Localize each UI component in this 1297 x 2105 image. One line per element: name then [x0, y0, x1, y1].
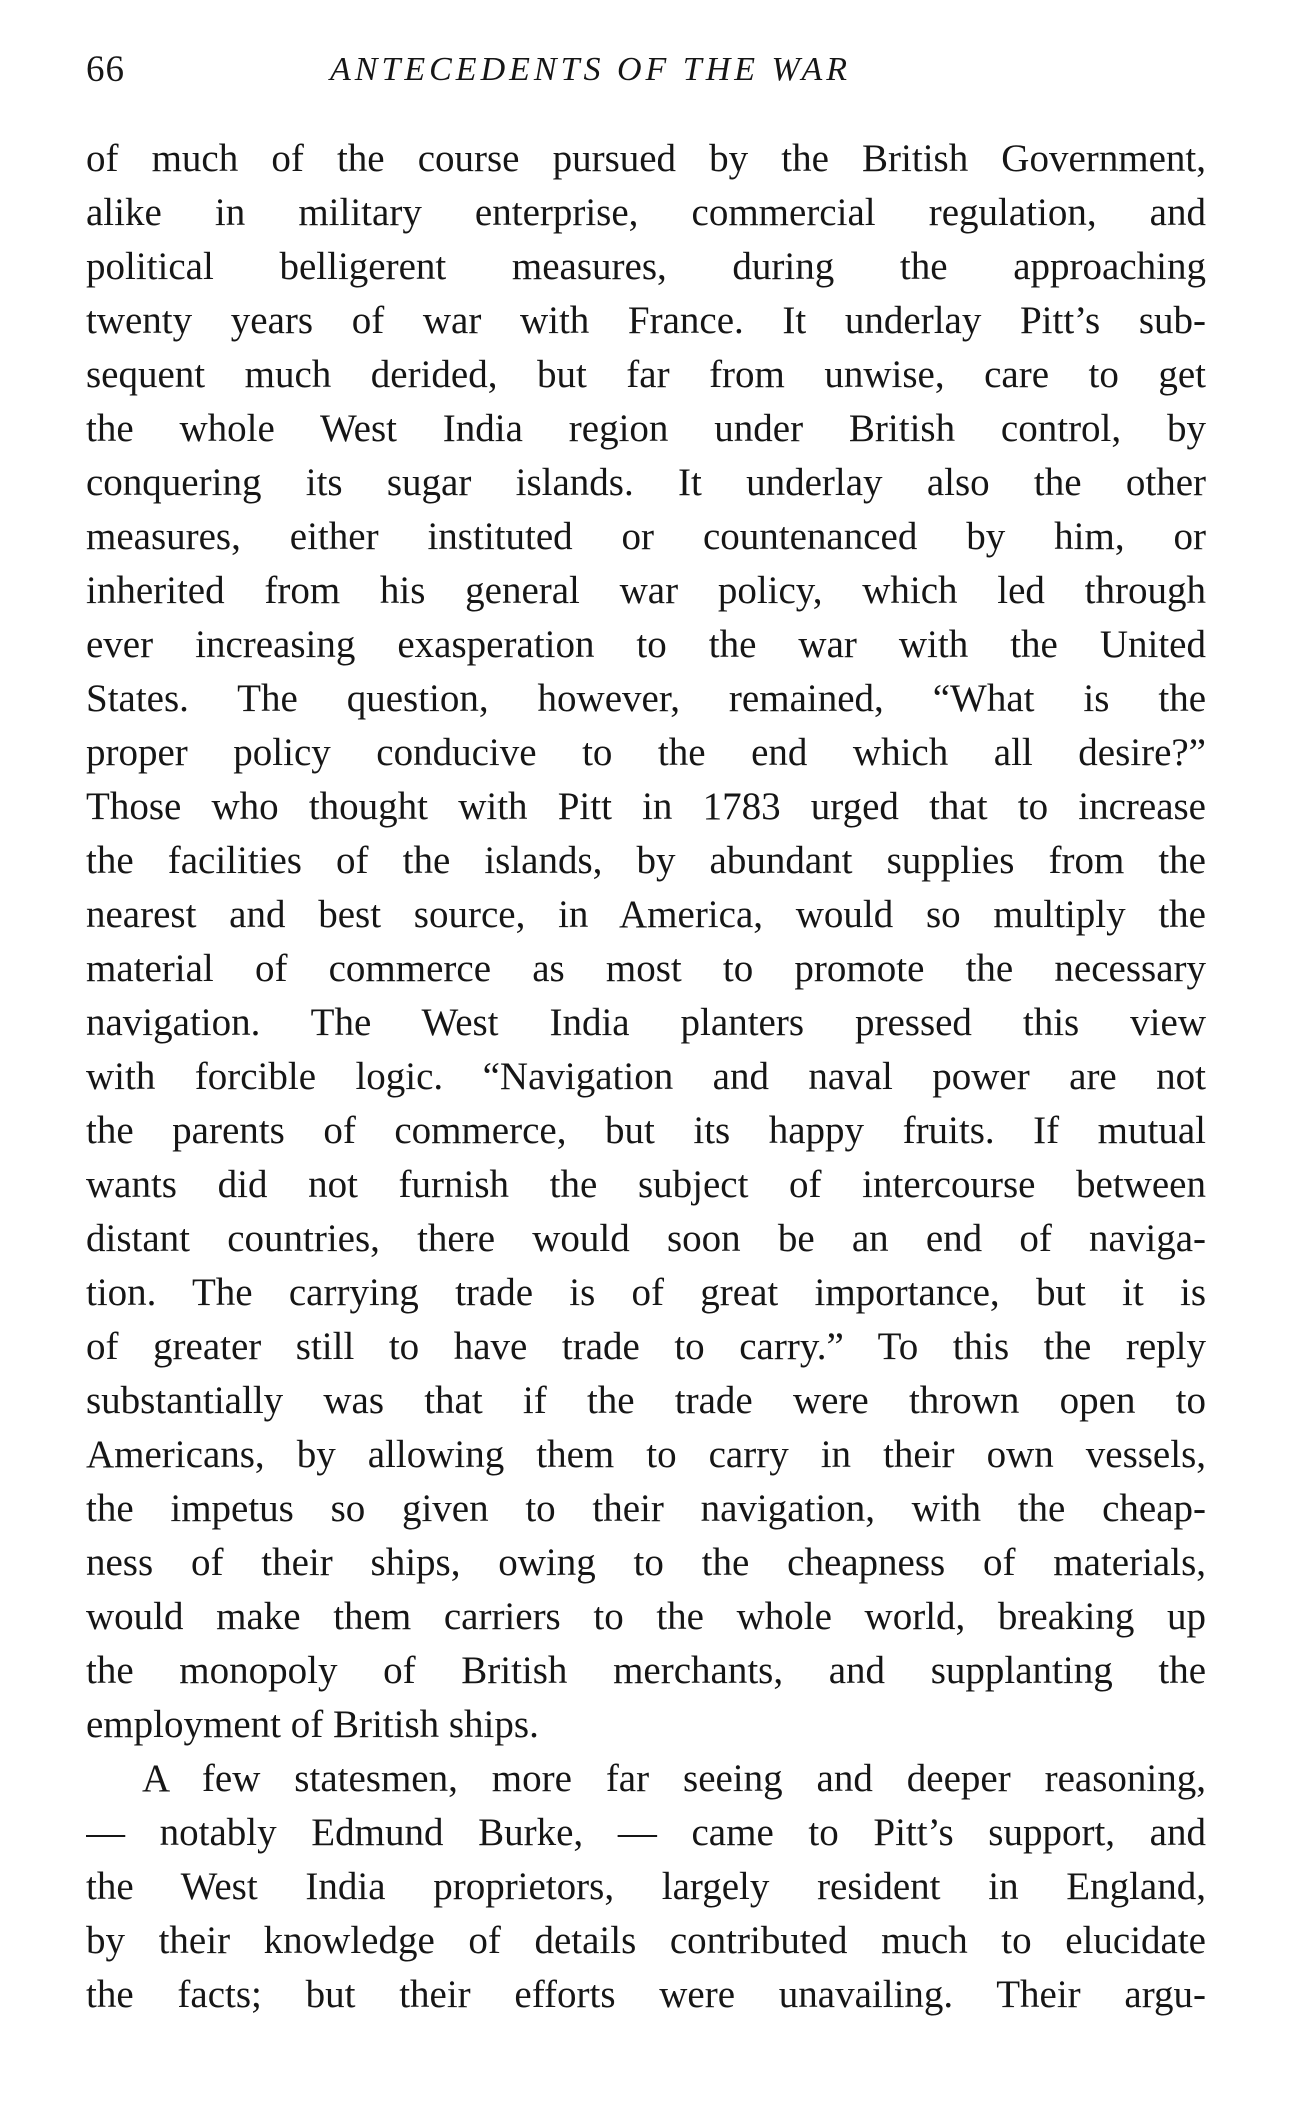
text-line: — notably Edmund Burke, — came to Pitt’s support, and [86, 1811, 1206, 1854]
text-line: the parents of commerce, but its happy fruits. If mutual [86, 1109, 1206, 1152]
text-line: of greater still to have trade to carry.” To this the reply [86, 1325, 1206, 1368]
text-line: conquering its sugar islands. It underlay also the other [86, 461, 1206, 504]
text-line: the impetus so given to their navigation, with the cheap- [86, 1487, 1206, 1530]
text-line: States. The question, however, remained, “What is the [86, 677, 1206, 720]
text-line: the West India proprietors, largely resident in England, [86, 1865, 1206, 1908]
text-line: tion. The carrying trade is of great importance, but it is [86, 1271, 1206, 1314]
page-number: 66 [86, 49, 125, 90]
text-line: material of commerce as most to promote the necessary [86, 947, 1206, 990]
text-line: wants did not furnish the subject of intercourse between [86, 1163, 1206, 1206]
body-text [86, 132, 1206, 2022]
text-line: the facts; but their efforts were unavailing. Their argu- [86, 1973, 1206, 2016]
running-head: ANTECEDENTS OF THE WAR [330, 51, 852, 88]
text-line: the monopoly of British merchants, and supplanting the [86, 1649, 1206, 1692]
text-line: Americans, by allowing them to carry in their own vessels, [86, 1433, 1206, 1476]
text-line: sequent much derided, but far from unwise, care to get [86, 353, 1206, 396]
text-line: ever increasing exasperation to the war with the United [86, 623, 1206, 666]
text-line: by their knowledge of details contributed much to elucidate [86, 1919, 1206, 1962]
text-line: the facilities of the islands, by abundant supplies from the [86, 839, 1206, 882]
paragraph-2 [86, 1752, 1206, 2022]
text-line: A few statesmen, more far seeing and deeper reasoning, [142, 1757, 1206, 1800]
text-line: proper policy conducive to the end which all desire?” [86, 731, 1206, 774]
text-line: employment of British ships. [86, 1703, 539, 1746]
text-line: ness of their ships, owing to the cheapness of materials, [86, 1541, 1206, 1584]
text-line: navigation. The West India planters pressed this view [86, 1001, 1206, 1044]
text-line: would make them carriers to the whole world, breaking up [86, 1595, 1206, 1638]
text-line: political belligerent measures, during the approaching [86, 245, 1206, 288]
text-line: alike in military enterprise, commercial regulation, and [86, 191, 1206, 234]
text-line: inherited from his general war policy, which led through [86, 569, 1206, 612]
text-line: of much of the course pursued by the British Government, [86, 137, 1206, 180]
text-line: Those who thought with Pitt in 1783 urged that to increase [86, 785, 1206, 828]
text-line: substantially was that if the trade were thrown open to [86, 1379, 1206, 1422]
page-header [86, 46, 1206, 96]
text-line: measures, either instituted or countenanced by him, or [86, 515, 1206, 558]
text-line: the whole West India region under British control, by [86, 407, 1206, 450]
paragraph-1 [86, 132, 1206, 1752]
text-line: distant countries, there would soon be an end of naviga- [86, 1217, 1206, 1260]
text-line: nearest and best source, in America, would so multiply the [86, 893, 1206, 936]
text-line: with forcible logic. “Navigation and naval power are not [86, 1055, 1206, 1098]
text-line: twenty years of war with France. It underlay Pitt’s sub- [86, 299, 1206, 342]
